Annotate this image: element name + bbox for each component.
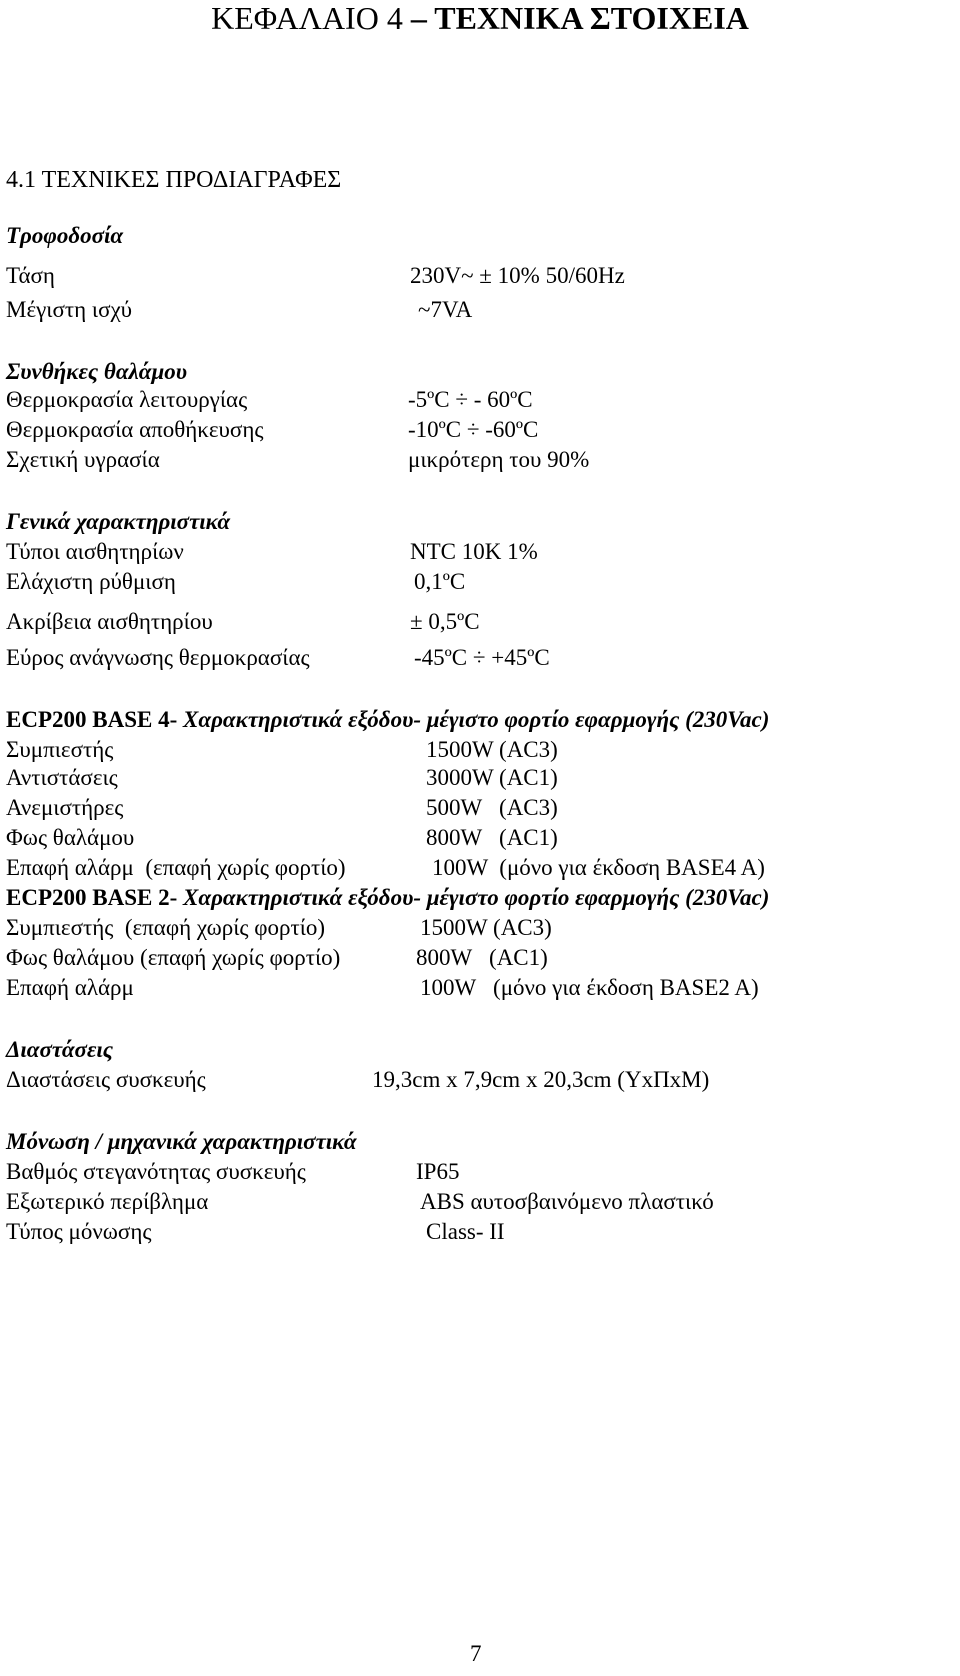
sensor-type-value: NTC 10K 1% (410, 539, 538, 564)
base2-light-value: 800W (AC1) (416, 945, 548, 970)
dimensions-heading: Διαστάσεις (6, 1037, 114, 1062)
environment-heading: Συνθήκες θαλάμου (6, 359, 188, 384)
min-setting-label: Ελάχιστη ρύθμιση (6, 569, 176, 594)
base4-alarm-label: Επαφή αλάρμ (επαφή χωρίς φορτίο) (6, 855, 346, 880)
base4-light-label: Φως θαλάμου (6, 825, 135, 850)
base4-fans-label: Ανεμιστήρες (6, 795, 124, 820)
base4-compressor-label: Συμπιεστής (6, 737, 114, 762)
operating-temp-value: -5ºC ÷ - 60ºC (408, 387, 533, 412)
base2-compressor-label: Συμπιεστής (επαφή χωρίς φορτίο) (6, 915, 326, 940)
power-heading: Τροφοδοσία (6, 223, 124, 248)
base4-heaters-value: 3000W (AC1) (426, 765, 558, 790)
base2-light-label: Φως θαλάμου (επαφή χωρίς φορτίο) (6, 945, 341, 970)
power-max-label: Μέγιστη ισχύ (6, 297, 133, 322)
base2-alarm-value: 100W (μόνο για έκδοση BASE2 A) (420, 975, 759, 1000)
page-title (0, 0, 960, 36)
reading-range-value: -45ºC ÷ +45ºC (414, 645, 550, 670)
title-dash: – (402, 0, 435, 36)
base2-heading (6, 884, 769, 912)
base4-compressor-value: 1500W (AC3) (426, 737, 558, 762)
base4-heading (6, 706, 769, 734)
storage-temp-value: -10ºC ÷ -60ºC (408, 417, 539, 442)
operating-temp-label: Θερμοκρασία λειτουργίας (6, 387, 248, 412)
section-title: 4.1 ΤΕΧΝΙΚΕΣ ΠΡΟΔΙΑΓΡΑΦΕΣ (6, 167, 342, 193)
humidity-label: Σχετική υγρασία (6, 447, 160, 472)
base4-light-value: 800W (AC1) (426, 825, 558, 850)
reading-range-label: Εύρος ανάγνωσης θερμοκρασίας (6, 645, 310, 670)
storage-temp-label: Θερμοκρασία αποθήκευσης (6, 417, 264, 442)
enclosure-label: Εξωτερικό περίβλημα (6, 1189, 209, 1214)
power-voltage-label: Τάση (6, 263, 55, 288)
device-dimensions-value: 19,3cm x 7,9cm x 20,3cm (YxΠxM) (372, 1067, 710, 1092)
base2-heading-text: Χαρακτηριστικά εξόδου- μέγιστο φορτίο εφαρμογής (230Vac) (183, 885, 770, 910)
humidity-value: μικρότερη του 90% (408, 447, 590, 472)
insulation-type-value: Class- II (426, 1219, 505, 1244)
power-voltage-value: 230V~ ± 10% 50/60Hz (410, 263, 625, 288)
base4-model: ECP200 BASE 4- (6, 707, 178, 732)
base4-heading-text: Χαρακτηριστικά εξόδου- μέγιστο φορτίο εφαρμογής (230Vac) (183, 707, 770, 732)
enclosure-value: ABS αυτοσβαινόμενο πλαστικό (420, 1189, 714, 1214)
page-number: 7 (470, 1641, 482, 1666)
power-max-value: ~7VA (418, 297, 473, 322)
ip-rating-value: IP65 (416, 1159, 460, 1184)
base2-alarm-label: Επαφή αλάρμ (6, 975, 134, 1000)
insulation-heading: Μόνωση / μηχανικά χαρακτηριστικά (6, 1129, 357, 1154)
sensor-type-label: Τύποι αισθητηρίων (6, 539, 184, 564)
chapter-number: ΚΕΦΑΛΑΙΟ 4 (211, 0, 403, 36)
insulation-type-label: Τύπος μόνωσης (6, 1219, 152, 1244)
ip-rating-label: Βαθμός στεγανότητας συσκευής (6, 1159, 306, 1184)
base4-alarm-value: 100W (μόνο για έκδοση BASE4 A) (432, 855, 765, 880)
base2-model: ECP200 BASE 2- (6, 885, 178, 910)
base4-fans-value: 500W (AC3) (426, 795, 558, 820)
general-heading: Γενικά χαρακτηριστικά (6, 509, 231, 534)
device-dimensions-label: Διαστάσεις συσκευής (6, 1067, 206, 1092)
min-setting-value: 0,1ºC (414, 569, 466, 594)
base4-heaters-label: Αντιστάσεις (6, 765, 118, 790)
sensor-accuracy-label: Ακρίβεια αισθητηρίου (6, 609, 213, 634)
sensor-accuracy-value: ± 0,5ºC (410, 609, 480, 634)
base2-compressor-value: 1500W (AC3) (420, 915, 552, 940)
chapter-title: ΤΕΧΝΙΚΑ ΣΤΟΙΧΕΙΑ (434, 0, 749, 36)
